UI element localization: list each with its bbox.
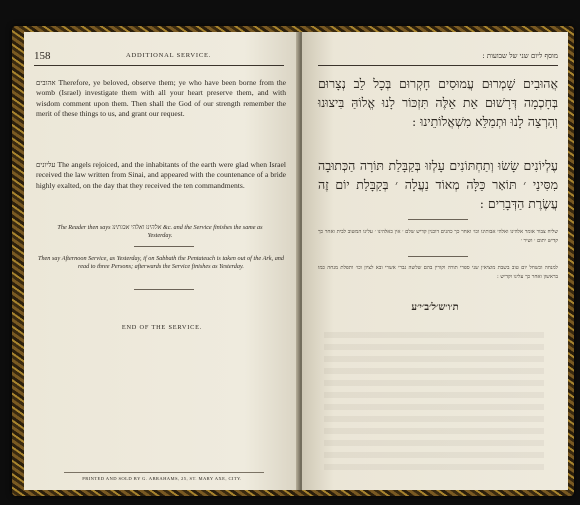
show-through-texture [324, 332, 544, 472]
hebrew-lead-word: אהובים [36, 79, 56, 87]
divider [408, 256, 468, 257]
hebrew-paragraph: אֲהוּבִים שָׁמְרוּם עֲמוּסִים חָקְרוּם בְּכָל לֵב נְצָרוּם בְּחָכְמָה דְּרָשׁוּם אֵת אֵלֶּה תִּזְכּוֹר לָנוּ אֱלוֹהַּ בִּיצוּנוּ וְהַרְצֵה לָנוּ וּתְמַלֵּא מִשְׁאֲלוֹתֵינוּ : [318, 76, 558, 129]
divider [408, 219, 468, 220]
header-rule [34, 65, 284, 66]
header-rule [318, 65, 558, 66]
paragraph-angels [36, 160, 286, 191]
hebrew-running-title: מוסף ליום שני של שבועות : [482, 52, 558, 60]
right-page [302, 32, 568, 490]
printer-imprint: PRINTED AND SOLD BY G. ABRAHAMS, 25, ST. MARY AXE, CITY. [82, 476, 242, 481]
rubric-note: The Reader then says אלהינו ואלהי אבותינו &c. and the Service finishes the same as Yesterday. [57, 224, 263, 239]
hebrew-paragraph: עֶלְיוֹנִים שָׂשׂוּ וְתַחְתּוֹנִים עָלְזוּ בְּקַבָּלַת תּוֹרָה הַכְּתוּבָה מִסִּינַי ׳ תּוֹאַר כַּלָּה מְאוֹד נַעֲלָה ׳ בְּקַבָּלַת יוֹם זֶה עֲשֶׂרֶת הַדְּבָרִים : [318, 158, 558, 211]
divider [134, 289, 194, 290]
running-title: ADDITIONAL SERVICE. [126, 52, 212, 59]
left-page-header [34, 50, 284, 64]
page-number: 158 [34, 50, 51, 62]
hebrew-rubric: למנחה וכשחל יום טוב בשבת מוציאין שני ספרי תורה וקורין בהם שלשה גברי אשרי ובא לציון וכו׳ ותפלת מנחה כמו בראשון ואחר כך עלינו וקדיש : [318, 265, 558, 280]
imprint-rule [64, 472, 264, 473]
hebrew-year-colophon: ת׳ו׳ש׳ל׳ב׳י׳ע [411, 302, 459, 313]
left-page [24, 32, 300, 490]
hebrew-rubric: שליח צבור אומר אלהינו ואלהי אבותינו וכו׳ ואחר כך כהנים דוכנין קדיש שלם ׳ אין כאלהינו ׳ עלינו המשוב לבית ואחר כך קדיש יתום ׳ ושיר ׳ [318, 229, 558, 244]
hebrew-lead-word: עליונים [36, 161, 56, 169]
paragraph-text: Therefore, ye beloved, observe them; ye who have been borne from the womb (Israel) investigate them with all your heart preserve them, and with wisdom comment upon them. Then shall the God of our strength remember the merit of these things to us, and grant our request. [36, 78, 286, 118]
end-heading: END OF THE SERVICE. [121, 324, 203, 331]
rubric-note: Then say Afternoon Service, as Yesterday, if on Sabbath the Pentateuch is taken out of the Ark, and read to three Persons; afterwards the Service finishes as Yesterday. [38, 255, 284, 270]
paragraph-beloved [36, 78, 286, 119]
divider [134, 246, 194, 247]
paragraph-text: The angels rejoiced, and the inhabitants of the earth were glad when Israel received the law written from Sinai, and appeared with the countenance of a bride highly exalted, on the day that they received the ten commandments. [36, 160, 286, 190]
